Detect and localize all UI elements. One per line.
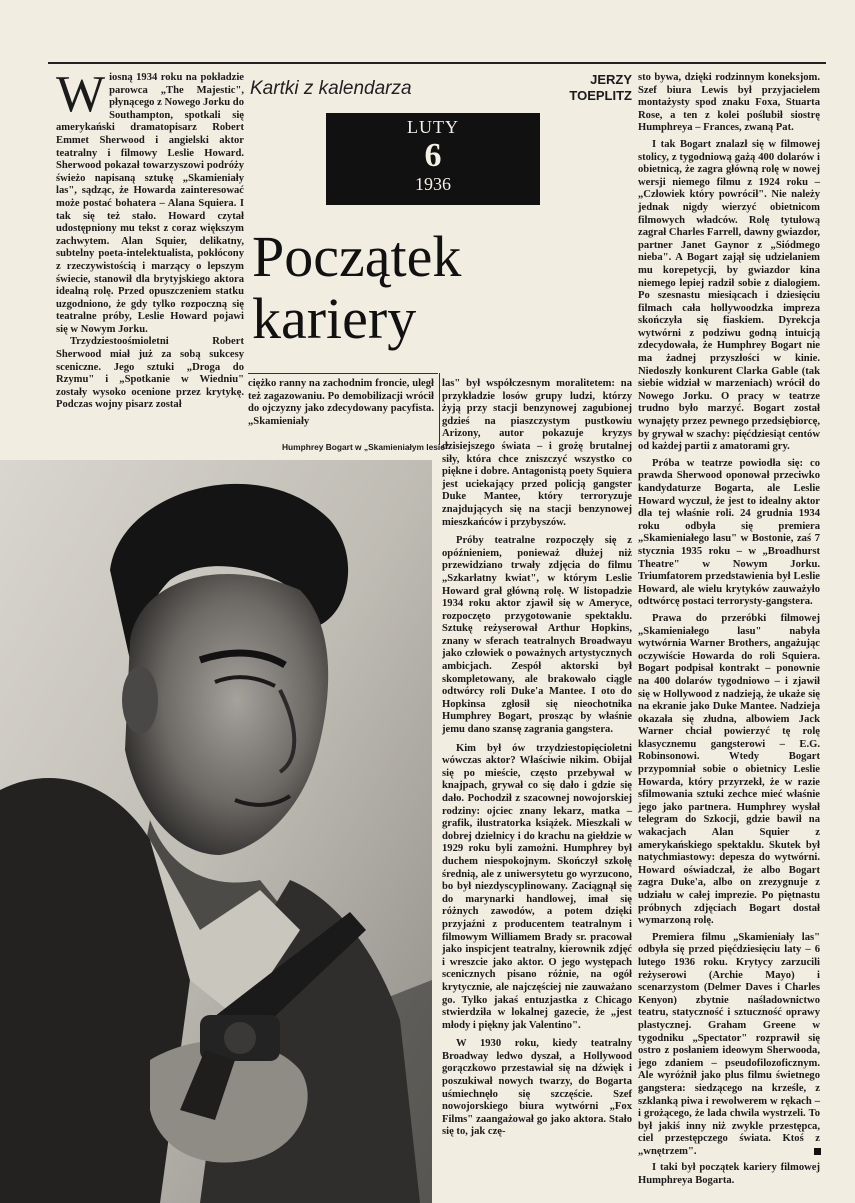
paragraph: ciężko ranny na zachodnim froncie, uległ też zagazowaniu. Po demobilizacji wrócił do ojczyzny jako zdecydowany pacyfista. „Skamieniały [248, 378, 434, 427]
author-byline: JERZY TOEPLITZ [569, 72, 632, 103]
paragraph: las" był współczesnym moralitetem: na przykładzie losów grupy ludzi, którzy żyją przy stacji benzynowej zagubionej gdzieś na piaszczystym pustkowiu Arizony, autor pokazuje kryzys dzisiejszego świata – i grożę brutalnej siły, która chce zniszczyć wszystko co piękne i dobre. Antagonistą poety Squiera jest uciekający przed policją gangster Duke Mantee, który terroryzuje znajdujących się na stacji benzynowej mieszkańców i przybyszów. [442, 378, 632, 528]
paragraph: I tak Bogart znalazł się w filmowej stolicy, z tygodniową gażą 400 dolarów i obietnicą, że zagra główną rolę w nowej wersji niemego filmu z 1924 roku – „Człowiek który powrócił". Nie należy jednak nigdy wierzyć obietnicom filmowych władców. Rolę tytułową zagrał Charles Farrell, dawny gwiazdor, partner Janet Gaynor z „Siódmego nieba". A Bogart zajął się udzielaniem mu korepetycji, by gwiazdor kina niemego lepiej radził sobie z dialogiem. Po szesnastu miesiącach i dziesięciu filmach cała hollywoodzka impreza skończyła się fiaskiem. Dyrekcja wytwórni z podziwu godną intuicją zdecydowała, że Humphrey Bogart nie ma żadnej przyszłości w kinie. Niedoszły konkurent Clarka Gable (tak siebie widział w marzeniach) wrócił do Nowego Jorku. O pracy w teatrze trudno było marzyć. Bogart został wynajęty przez pewnego przedsiębiorcę, by grywał w szachy: pięćdziesiąt centów od każdej partii z amatorami gry. [638, 138, 820, 453]
end-mark [814, 1148, 821, 1155]
date-day: 6 [424, 137, 442, 174]
calendar-date-box [326, 113, 540, 205]
paragraph: Próby teatralne rozpoczęły się z opóźnieniem, ponieważ dłużej niż przewidziano trwały zdjęcia do filmu „Szkarłatny kwiat", w którym Leslie Howard grał główną rolę. W listopadzie 1934 roku aktor zjawił się w Ameryce, rozpoczęto przygotowanie spektaklu. Sztukę reżyserował Arthur Hopkins, znany w sferach teatralnych Broadwayu jako człowiek o poważnych artystycznych ambicjach. Zespół aktorski był skompletowany, ale brakowało ciągle odtwórcy roli Duke'a Mantee. I oto do Hopkinsa zgłosił się nieochotnika Humphrey Bogart, prosząc by właśnie jemu dano szansę zagrania gangstera. [442, 535, 632, 736]
paragraph: Trzydziestoośmioletni Robert Sherwood miał już za sobą sukcesy sceniczne. Jego sztuki „Droga do Rzymu" i „Spotkanie w Wiedniu" zostały wysoko ocenione przez krytykę. Podczas wojny pisarz został [56, 336, 244, 411]
article-headline: Początek kariery [252, 224, 462, 351]
article-column-2 [248, 378, 434, 428]
date-year: 1936 [415, 174, 451, 194]
paragraph: Premiera filmu „Skamieniały las" odbyła się przed pięćdziesięciu laty – 6 lutego 1936 roku. Krytycy zarzucili reżyserowi (Archie Mayo) i scenarzystom (Delmer Daves i Charles Kenyon) zbytnie naśladownictwo teatru, statyczność i sztuczność oprawy plastycznej. Graham Greene w tygodniku „Spectator" rozprawił się ostro z posłaniem ideowym Sherwooda, jego zdaniem – pseudofilozoficznym. Ale wyróżnił jako plus filmu świetnego gangstera: siedzącego na krześle, z szklanką piwa i rewolwerem w rękach – i grożącego, że lada chwila wystrzeli. To był jakiś inny niż zwykle przestępca, ciel przestępczego świata. Ktoś z „wnętrzem". [638, 931, 820, 1157]
photo-caption: Humphrey Bogart w „Skamieniałym lesie" [282, 442, 449, 452]
bogart-photo [0, 460, 432, 1203]
article-column-4 [638, 72, 820, 1188]
paragraph: Kim był ów trzydziestopięcioletni wówczas aktor? Właściwie nikim. Obijał się po mieście, często przebywał w knajpach, grywał co się dało i gdzie się dało. Pochodził z szacownej nowojorskiej rodziny: ojciec znany lekarz, matka – grafik, ilustratorka książek. Mieszkali w dobrej dzielnicy i do krachu na giełdzie w 1929 roku byli zamożni. Humphrey był duchem niespokojnym. Skończył szkołę średnią, ale z uniwersytetu go wyrzucono, bo był niezdyscyplinowany. Zaciągnął się do marynarki handlowej, imał się różnych zawodów, a potem dzięki przyjaźni z producentem teatralnym i filmowym Williamem Brady sr. pracował jako inspicjent teatralny, kierownik zdjęć i wreszcie jako aktor. O jego występach scenicznych pisano różnie, na ogół krytycznie, ale najczęściej nie zauważano go. Tylko jakaś entuzjastka z Chicago stwierdziła w lokalnej gazecie, że „jest młody i piękny jak Valentino". [442, 742, 632, 1031]
drop-cap: W [56, 66, 106, 123]
paragraph: I taki był początek kariery filmowej Humphreya Bogarta. [638, 1162, 820, 1187]
section-rubric: Kartki z kalendarza [250, 78, 412, 99]
top-rule [48, 62, 826, 64]
paragraph: Próba w teatrze powiodła się: co prawda Sherwood oponował przeciwko kandydaturze Bogarta, ale Leslie Howard wyczuł, że jest to idealny aktor dla tej właśnie roli. 24 grudnia 1934 roku odbyła się premiera „Skamieniałego lasu" w Bostonie, zaś 7 stycznia 1935 roku – w „Broadhurst Theatre" w Nowym Jorku. Triumfatorem przedstawienia był Leslie Howard, ale wielu krytyków zauważyło odtwórcę postaci terrorysty-gangstera. [638, 457, 820, 608]
paragraph: Wiosną 1934 roku na pokładzie parowca „The Majestic", płynącego z Nowego Jorku do Southampton, spotkali się amerykański dramatopisarz Robert Emmet Sherwood i angielski aktor teatralny i filmowy Leslie Howard. Sherwood pokazał towarzyszowi podróży świeżo napisaną sztukę „Skamieniały las", sądząc, że Howarda zainteresować może postać bohatera – Alana Squiera. I tak się też stało. Howard czytał udostępniony mu tekst z coraz większym zachwytem. Alan Squier, delikatny, subtelny poeta-intelektualista, pokłócony z rzeczywistością i marzący o lepszym świecie, stanowił dla brytyjskiego aktora idealną rolę. Przed opuszczeniem statku uzgodniono, że gdy tylko rozpoczną się teatralne próby, Leslie Howard pojawi się w Nowym Jorku. [56, 66, 244, 335]
paragraph: Prawa do przeróbki filmowej „Skamieniałego lasu" nabyła wytwórnia Warner Brothers, angażując oczywiście Howarda do roli Squiera. Bogart podpisał kontrakt – ponownie na 400 dolarów tygodniowo – i zjawił się w Hollywood z nadzieją, że ukaże się na ekranie jako Duke Mantee. Nadzieja okazała się złudna, albowiem Jack Warner chciał powierzyć tę rolę klasycznemu gangsterowi – E.G. Robinsonowi. Wtedy Bogart przypomniał sobie o obietnicy Leslie Howarda, który przyrzekł, że w razie sfilmowania sztuki zechce mieć właśnie jego jako partnera. Humphrey wysłał telegram do Szkocji, gdzie bawił na wakacjach Alan Squier z amerykańskiego spektaklu. Skutek był natychmiastowy: depesza do wytwórni. Howard oświadczał, że albo Bogart zagra Duke'a, albo on zrezygnuje z udziału w całej imprezie. Po piętnastu próbnych zdjęciach Bogart dostał wymarzoną rolę. [638, 612, 820, 927]
article-column-1 [56, 66, 244, 412]
column-divider [439, 373, 440, 445]
paragraph: W 1930 roku, kiedy teatralny Broadway ledwo dyszał, a Hollywood gorączkowo przestawiał się na dźwięk i poszukiwał nowych twarzy, do Bogarta uśmiechnęło się szczęście. Szef nowojorskiego biura wytwórni „Fox Films" zaangażował go jako aktora. Stało się to, jak czę- [442, 1038, 632, 1138]
headline-rule [248, 373, 438, 374]
bogart-photo-illustration [0, 460, 432, 1203]
article-column-3 [442, 378, 632, 1139]
paragraph: sto bywa, dzięki rodzinnym koneksjom. Szef biura Lewis był przyjacielem montażysty spod znaku Foxa, Stuarta Rose, a ten z kolei poślubił siostrę Humphreya – Frances, zwaną Pat. [638, 72, 820, 134]
date-month: LUTY [407, 117, 459, 137]
